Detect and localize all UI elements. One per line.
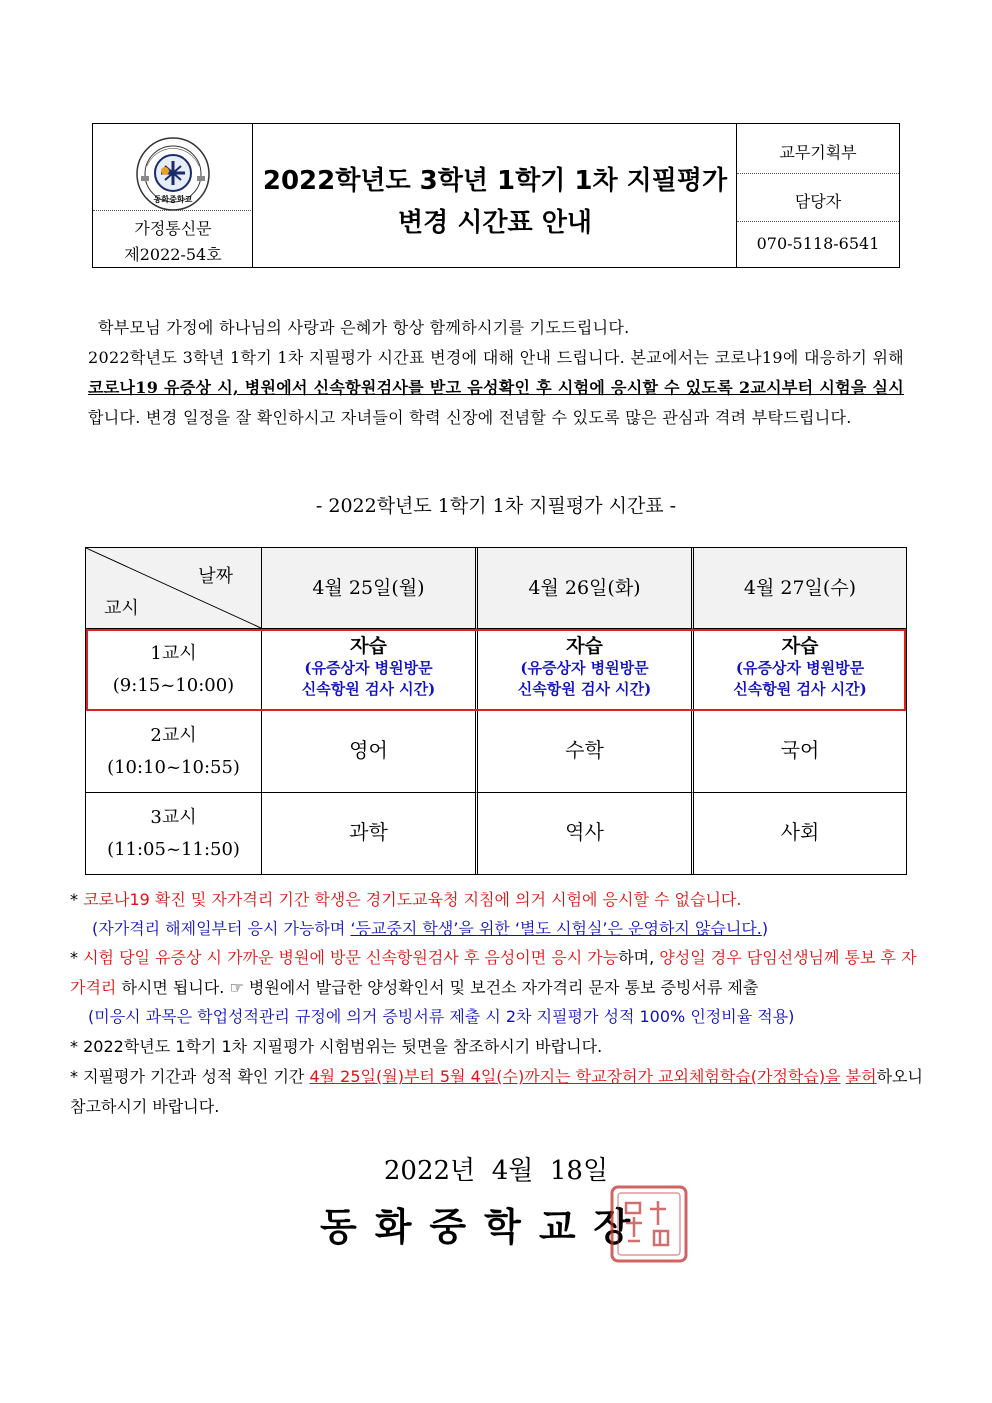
corner-cell <box>86 548 262 629</box>
period-name-1: 1교시 <box>150 643 197 664</box>
slot-2-1: 영어 <box>262 711 478 793</box>
period-time-1: (9:15~10:00) <box>112 675 235 696</box>
intro-part-a: 2022학년도 3학년 1학기 1차 지필평가 시간표 변경에 대해 안내 드립니다. 본교에서는 코로나19에 대응하기 위해 <box>88 348 904 367</box>
note-2e: (미응시 과목은 학업성적관리 규정에 의거 증빙서류 제출 시 2차 지필평가 성적 100% 인정비율 적용) <box>88 1007 795 1026</box>
header-box <box>92 123 900 268</box>
slot-2-3: 국어 <box>694 711 906 793</box>
intro-emphasis: 코로나19 유증상 시, 병원에서 신속항원검사를 받고 음성확인 후 시험에 응시할 수 있도록 2교시부터 시험을 실시 <box>88 378 904 397</box>
self-study-label: 자습 <box>350 635 387 657</box>
self-study-note-line2: 신속항원 검사 시간) <box>733 680 867 698</box>
self-study-label: 자습 <box>781 635 819 657</box>
note-1b-c: ) <box>761 919 769 938</box>
department-cell <box>737 124 899 267</box>
self-study-note-line1: (유증상자 병원방문 <box>735 659 865 677</box>
schedule-table <box>85 547 907 875</box>
slot-1-2 <box>478 629 694 711</box>
note-4-d: 하오니 참고하시기 바랍니다. <box>70 1067 923 1116</box>
period-cell-3 <box>86 793 262 874</box>
note-2 <box>70 943 930 1003</box>
period-name-2: 2교시 <box>150 725 197 746</box>
note-4-a: 지필평가 기간과 성적 확인 기간 <box>83 1067 310 1086</box>
schedule-subtitle: - 2022학년도 1학기 1차 지필평가 시간표 - <box>315 495 677 517</box>
note-4 <box>70 1062 930 1122</box>
note-1b-b: ‘등교중지 학생’을 위한 ‘별도 시험실’은 운영하지 않습니다. <box>350 919 762 938</box>
department-separator <box>737 173 899 174</box>
date-header-3: 4월 27일(수) <box>694 548 906 629</box>
self-study-label: 자습 <box>566 635 603 657</box>
self-study-note-line2: 신속항원 검사 시간) <box>301 680 436 698</box>
note-2-d: 하시면 됩니다. ☞ 병원에서 발급한 양성확인서 및 보건소 자가격리 문자 통보 증빙서류 제출 <box>116 978 759 997</box>
corner-period-label: 교시 <box>104 598 139 619</box>
title-cell <box>253 124 737 267</box>
note-4-c: 불허 <box>845 1067 877 1086</box>
note-1 <box>70 885 930 915</box>
slot-3-3: 사회 <box>780 820 820 844</box>
page-title-line2: 변경 시간표 안내 <box>398 208 592 238</box>
slot-3-1: 과학 <box>262 793 478 874</box>
issue-number: 제2022-54호 <box>124 245 222 264</box>
note-bullet: * <box>70 1037 78 1056</box>
slot-2-2: 수학 <box>478 711 694 793</box>
note-1b <box>70 914 930 944</box>
period-cell-2 <box>86 711 262 793</box>
department-name: 교무기획부 <box>779 143 857 162</box>
period-name-3: 3교시 <box>150 807 197 828</box>
page-title-line1: 2022학년도 3학년 1학기 1차 지필평가 <box>262 166 728 196</box>
intro-paragraph <box>88 343 904 433</box>
period-cell-1 <box>86 629 262 711</box>
note-1-text: 코로나19 확진 및 자가격리 기간 학생은 경기도교육청 지침에 의거 시험에 응시할 수 없습니다. <box>83 890 742 909</box>
principal-signature: 동화중학교장 <box>320 1205 649 1249</box>
self-study-note-line1: (유증상자 병원방문 <box>520 659 649 677</box>
person-label: 담당자 <box>794 192 842 211</box>
note-1b-a: (자가격리 해제일부터 응시 가능하며 <box>92 919 351 938</box>
period-time-2: (10:10~10:55) <box>107 757 240 778</box>
date-header-1: 4월 25일(월) <box>262 548 478 629</box>
slot-1-1 <box>262 629 478 711</box>
note-3-text: 2022학년도 1학기 1차 지필평가 시험범위는 뒷면을 참조하시기 바랍니다. <box>83 1037 603 1056</box>
greeting-line: 학부모님 가정에 하나님의 사랑과 은혜가 항상 함께하시기를 기도드립니다. <box>98 318 630 337</box>
note-4-b: 4월 25일(월)부터 5월 4일(수)까지는 학교장허가 교외체험학습(가정학습)을 <box>309 1067 841 1086</box>
note-2-c: 양성일 경우 담임선생님께 통보 후 자가격리 <box>70 948 917 997</box>
self-study-note-line2: 신속항원 검사 시간) <box>517 680 652 698</box>
phone-number: 070-5118-6541 <box>756 234 880 253</box>
phone-separator <box>737 221 899 222</box>
logo-cell <box>93 124 253 267</box>
note-2-a: 시험 당일 유증상 시 가까운 병원에 방문 신속항원검사 후 음성이면 응시 가능 <box>83 948 619 967</box>
logo-divider <box>93 210 253 211</box>
note-bullet: * <box>70 890 78 909</box>
slot-1-3 <box>694 629 906 711</box>
note-bullet: * <box>70 948 78 967</box>
note-bullet: * <box>70 1067 78 1086</box>
period-time-3: (11:05~11:50) <box>107 839 240 860</box>
official-seal-icon <box>608 1183 690 1265</box>
note-2-b: 하며, <box>618 948 660 967</box>
slot-3-2: 역사 <box>478 793 694 874</box>
note-3 <box>70 1032 930 1062</box>
date-header-2: 4월 26일(화) <box>478 548 694 629</box>
intro-part-c: 합니다. 변경 일정을 잘 확인하시고 자녀들이 학력 신장에 전념할 수 있도록 많은 관심과 격려 부탁드립니다. <box>88 408 852 427</box>
logo-caption: 동화중학교 <box>153 195 193 204</box>
corner-date-label: 날짜 <box>198 566 233 587</box>
self-study-note-line1: (유증상자 병원방문 <box>304 659 433 677</box>
issue-date: 2022년 4월 18일 <box>383 1156 609 1186</box>
newsletter-label: 가정통신문 <box>134 219 212 238</box>
